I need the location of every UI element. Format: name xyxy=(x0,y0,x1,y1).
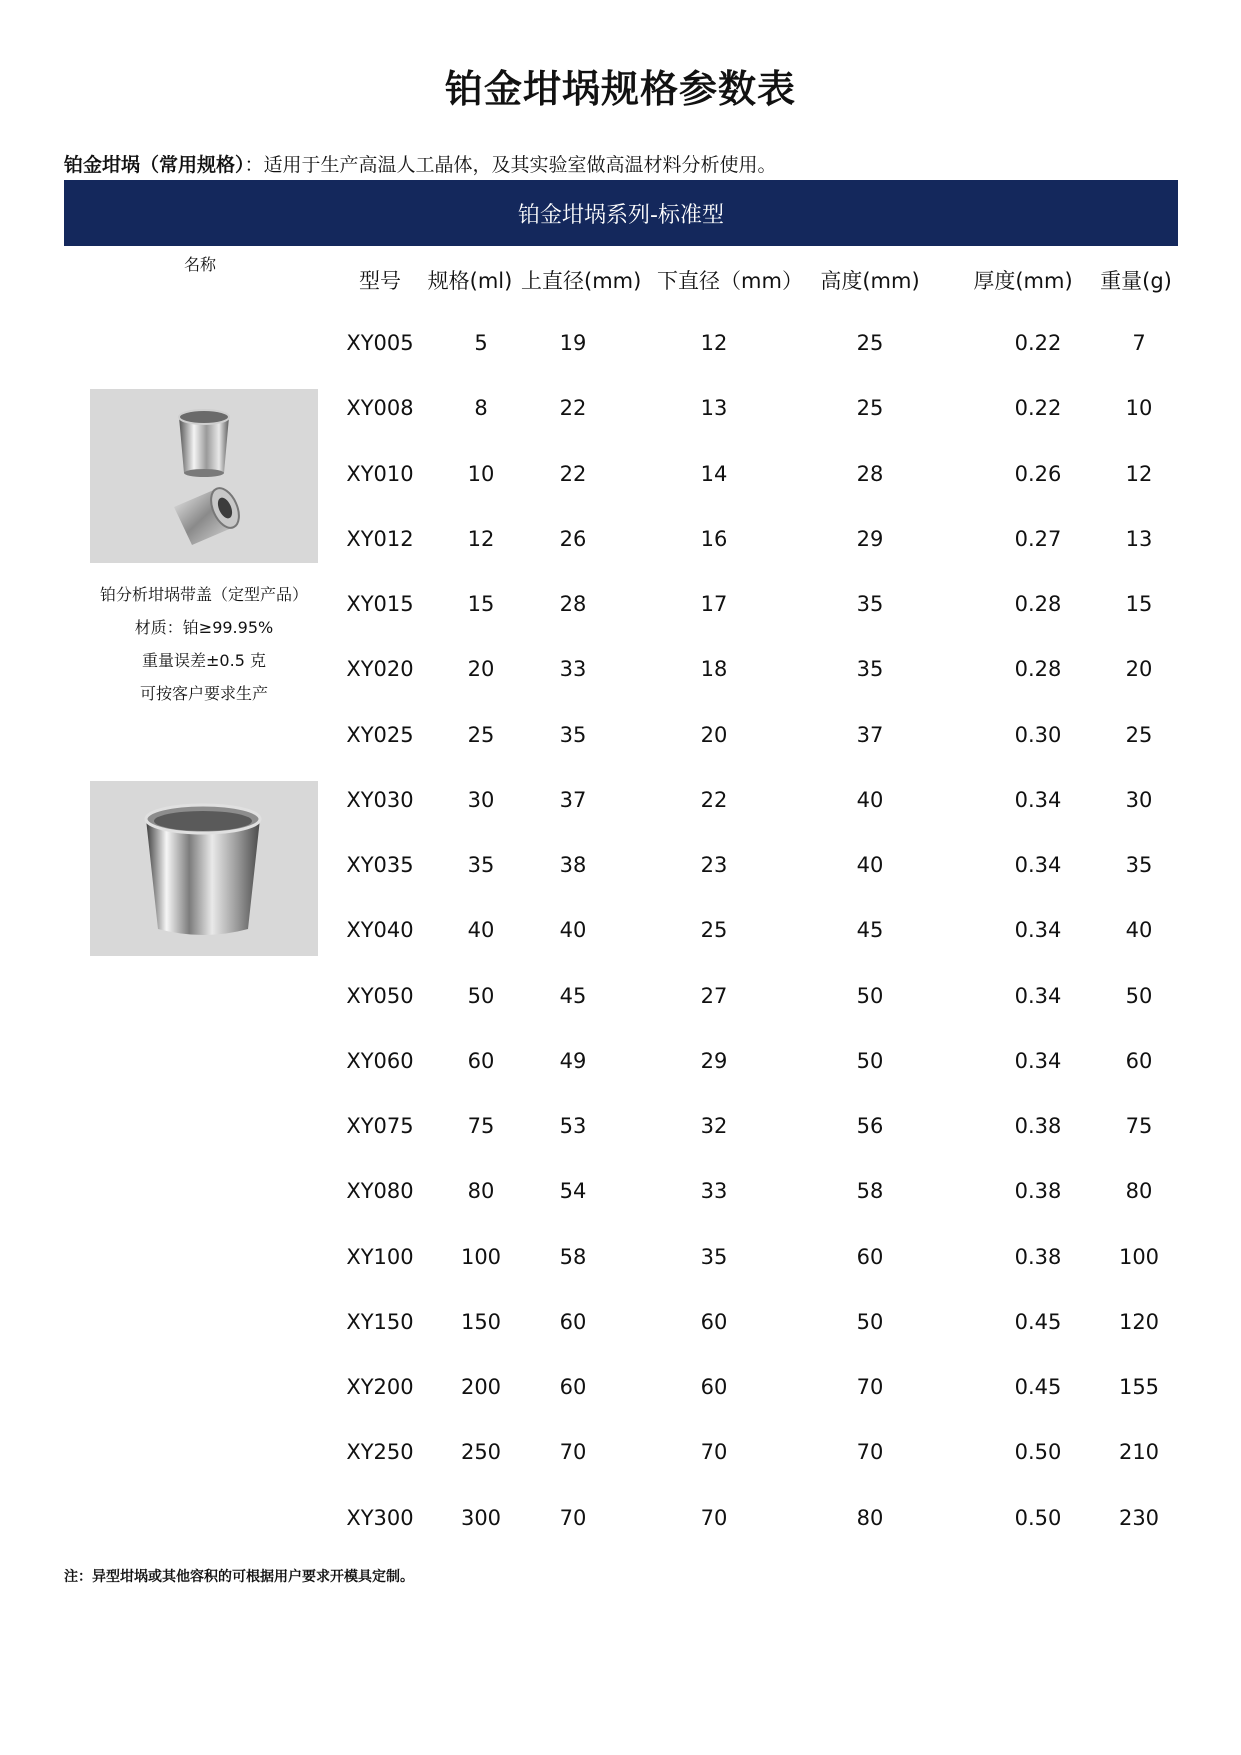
cell-model: XY025 xyxy=(346,723,414,747)
cell-model: XY075 xyxy=(346,1114,414,1138)
cell-weight: 40 xyxy=(1125,918,1153,942)
table-row xyxy=(0,845,1241,885)
cell-height: 50 xyxy=(856,1310,884,1334)
cell-bottom-diameter: 14 xyxy=(700,462,728,486)
cell-model: XY015 xyxy=(346,592,414,616)
page-title: 铂金坩埚规格参数表 xyxy=(444,67,796,111)
cell-model: XY012 xyxy=(346,527,414,551)
cell-bottom-diameter: 32 xyxy=(700,1114,728,1138)
cell-weight: 7 xyxy=(1132,331,1146,355)
cell-height: 70 xyxy=(856,1440,884,1464)
header-model: 型号 xyxy=(359,269,401,293)
table-row xyxy=(0,454,1241,494)
cell-weight: 35 xyxy=(1125,853,1153,877)
cell-height: 29 xyxy=(856,527,884,551)
cell-height: 70 xyxy=(856,1375,884,1399)
cell-bottom-diameter: 27 xyxy=(700,984,728,1008)
cell-height: 35 xyxy=(856,657,884,681)
cell-capacity: 10 xyxy=(467,462,495,486)
cell-model: XY060 xyxy=(346,1049,414,1073)
cell-model: XY005 xyxy=(346,331,414,355)
cell-thickness: 0.22 xyxy=(1014,396,1062,420)
cell-thickness: 0.45 xyxy=(1014,1375,1062,1399)
table-row xyxy=(0,1367,1241,1407)
cell-bottom-diameter: 23 xyxy=(700,853,728,877)
cell-thickness: 0.38 xyxy=(1014,1179,1062,1203)
cell-bottom-diameter: 29 xyxy=(700,1049,728,1073)
cell-thickness: 0.45 xyxy=(1014,1310,1062,1334)
cell-thickness: 0.28 xyxy=(1014,657,1062,681)
table-row xyxy=(0,1498,1241,1538)
note-line: 可按客户要求生产 xyxy=(139,684,268,703)
cell-model: XY050 xyxy=(346,984,414,1008)
cell-height: 40 xyxy=(856,788,884,812)
cell-weight: 120 xyxy=(1118,1310,1160,1334)
cell-height: 40 xyxy=(856,853,884,877)
cell-weight: 15 xyxy=(1125,592,1153,616)
cell-model: XY300 xyxy=(346,1506,414,1530)
cell-top-diameter: 70 xyxy=(559,1440,587,1464)
table-row xyxy=(0,1237,1241,1277)
cell-thickness: 0.30 xyxy=(1014,723,1062,747)
cell-capacity: 8 xyxy=(474,396,488,420)
table-row xyxy=(0,1041,1241,1081)
header-bottom-diameter: 下直径（mm） xyxy=(657,269,803,293)
cell-weight: 12 xyxy=(1125,462,1153,486)
cell-bottom-diameter: 25 xyxy=(700,918,728,942)
cell-weight: 13 xyxy=(1125,527,1153,551)
cell-bottom-diameter: 70 xyxy=(700,1506,728,1530)
cell-weight: 230 xyxy=(1118,1506,1160,1530)
cell-capacity: 40 xyxy=(467,918,495,942)
cell-height: 37 xyxy=(856,723,884,747)
cell-top-diameter: 38 xyxy=(559,853,587,877)
table-row xyxy=(0,1106,1241,1146)
cell-top-diameter: 35 xyxy=(559,723,587,747)
cell-capacity: 35 xyxy=(467,853,495,877)
cell-capacity: 25 xyxy=(467,723,495,747)
cell-top-diameter: 28 xyxy=(559,592,587,616)
cell-thickness: 0.26 xyxy=(1014,462,1062,486)
cell-thickness: 0.34 xyxy=(1014,853,1062,877)
table-row xyxy=(0,1302,1241,1342)
cell-model: XY250 xyxy=(346,1440,414,1464)
cell-capacity: 5 xyxy=(474,331,488,355)
series-header-band xyxy=(64,180,1178,246)
cell-top-diameter: 26 xyxy=(559,527,587,551)
note-line: 材质：铂≥99.95% xyxy=(134,618,274,637)
cell-weight: 20 xyxy=(1125,657,1153,681)
cell-top-diameter: 54 xyxy=(559,1179,587,1203)
cell-capacity: 50 xyxy=(467,984,495,1008)
table-row xyxy=(0,910,1241,950)
cell-thickness: 0.38 xyxy=(1014,1245,1062,1269)
series-title: 铂金坩埚系列-标准型 xyxy=(518,202,724,228)
cell-height: 58 xyxy=(856,1179,884,1203)
cell-bottom-diameter: 17 xyxy=(700,592,728,616)
cell-bottom-diameter: 35 xyxy=(700,1245,728,1269)
cell-model: XY150 xyxy=(346,1310,414,1334)
header-capacity: 规格(ml) xyxy=(427,269,513,293)
table-row xyxy=(0,323,1241,363)
header-top-diameter: 上直径(mm) xyxy=(521,269,642,293)
cell-top-diameter: 58 xyxy=(559,1245,587,1269)
table-row xyxy=(0,1171,1241,1211)
cell-thickness: 0.50 xyxy=(1014,1506,1062,1530)
cell-bottom-diameter: 70 xyxy=(700,1440,728,1464)
cell-height: 25 xyxy=(856,396,884,420)
cell-thickness: 0.34 xyxy=(1014,984,1062,1008)
cell-bottom-diameter: 13 xyxy=(700,396,728,420)
name-column-label: 名称 xyxy=(183,255,216,274)
cell-height: 28 xyxy=(856,462,884,486)
cell-weight: 25 xyxy=(1125,723,1153,747)
cell-model: XY030 xyxy=(346,788,414,812)
cell-top-diameter: 33 xyxy=(559,657,587,681)
cell-model: XY035 xyxy=(346,853,414,877)
cell-height: 35 xyxy=(856,592,884,616)
cell-bottom-diameter: 12 xyxy=(700,331,728,355)
cell-thickness: 0.28 xyxy=(1014,592,1062,616)
footnote: 注：异型坩埚或其他容积的可根据用户要求开模具定制。 xyxy=(64,1569,414,1585)
cell-capacity: 100 xyxy=(460,1245,502,1269)
cell-capacity: 60 xyxy=(467,1049,495,1073)
cell-thickness: 0.34 xyxy=(1014,1049,1062,1073)
cell-top-diameter: 19 xyxy=(559,331,587,355)
cell-height: 50 xyxy=(856,1049,884,1073)
cell-model: XY200 xyxy=(346,1375,414,1399)
cell-bottom-diameter: 60 xyxy=(700,1375,728,1399)
cell-thickness: 0.34 xyxy=(1014,788,1062,812)
table-row xyxy=(0,715,1241,755)
cell-capacity: 200 xyxy=(460,1375,502,1399)
cell-model: XY040 xyxy=(346,918,414,942)
cell-height: 80 xyxy=(856,1506,884,1530)
header-height: 高度(mm) xyxy=(820,269,920,293)
cell-weight: 60 xyxy=(1125,1049,1153,1073)
cell-thickness: 0.50 xyxy=(1014,1440,1062,1464)
cell-model: XY080 xyxy=(346,1179,414,1203)
cell-top-diameter: 40 xyxy=(559,918,587,942)
cell-height: 56 xyxy=(856,1114,884,1138)
cell-top-diameter: 70 xyxy=(559,1506,587,1530)
cell-model: XY020 xyxy=(346,657,414,681)
cell-model: XY008 xyxy=(346,396,414,420)
cell-capacity: 250 xyxy=(460,1440,502,1464)
cell-top-diameter: 53 xyxy=(559,1114,587,1138)
cell-thickness: 0.27 xyxy=(1014,527,1062,551)
table-row xyxy=(0,976,1241,1016)
intro-text xyxy=(64,150,777,177)
cell-capacity: 75 xyxy=(467,1114,495,1138)
cell-model: XY100 xyxy=(346,1245,414,1269)
cell-weight: 10 xyxy=(1125,396,1153,420)
cell-weight: 210 xyxy=(1118,1440,1160,1464)
cell-bottom-diameter: 20 xyxy=(700,723,728,747)
table-row xyxy=(0,584,1241,624)
cell-model: XY010 xyxy=(346,462,414,486)
cell-height: 50 xyxy=(856,984,884,1008)
cell-capacity: 80 xyxy=(467,1179,495,1203)
cell-top-diameter: 49 xyxy=(559,1049,587,1073)
intro-bold: 铂金坩埚（常用规格） xyxy=(64,154,245,176)
cell-top-diameter: 22 xyxy=(559,396,587,420)
cell-top-diameter: 37 xyxy=(559,788,587,812)
cell-weight: 100 xyxy=(1118,1245,1160,1269)
cell-capacity: 30 xyxy=(467,788,495,812)
cell-top-diameter: 45 xyxy=(559,984,587,1008)
cell-thickness: 0.38 xyxy=(1014,1114,1062,1138)
cell-top-diameter: 60 xyxy=(559,1375,587,1399)
cell-bottom-diameter: 33 xyxy=(700,1179,728,1203)
cell-capacity: 12 xyxy=(467,527,495,551)
intro-desc: ：适用于生产高温人工晶体，及其实验室做高温材料分析使用。 xyxy=(244,154,777,176)
cell-thickness: 0.34 xyxy=(1014,918,1062,942)
cell-top-diameter: 60 xyxy=(559,1310,587,1334)
cell-weight: 50 xyxy=(1125,984,1153,1008)
cell-capacity: 150 xyxy=(460,1310,502,1334)
cell-height: 60 xyxy=(856,1245,884,1269)
cell-height: 25 xyxy=(856,331,884,355)
cell-capacity: 15 xyxy=(467,592,495,616)
header-thickness: 厚度(mm) xyxy=(973,269,1073,293)
cell-bottom-diameter: 60 xyxy=(700,1310,728,1334)
cell-weight: 30 xyxy=(1125,788,1153,812)
table-row xyxy=(0,388,1241,428)
cell-bottom-diameter: 22 xyxy=(700,788,728,812)
cell-weight: 155 xyxy=(1118,1375,1160,1399)
header-weight: 重量(g) xyxy=(1100,269,1172,293)
cell-weight: 80 xyxy=(1125,1179,1153,1203)
cell-capacity: 300 xyxy=(460,1506,502,1530)
table-row xyxy=(0,519,1241,559)
note-line: 重量误差±0.5 克 xyxy=(142,651,266,670)
cell-height: 45 xyxy=(856,918,884,942)
note-line: 铂分析坩埚带盖（定型产品） xyxy=(99,585,308,604)
table-row xyxy=(0,649,1241,689)
cell-weight: 75 xyxy=(1125,1114,1153,1138)
cell-bottom-diameter: 16 xyxy=(700,527,728,551)
cell-top-diameter: 22 xyxy=(559,462,587,486)
table-row xyxy=(0,780,1241,820)
table-row xyxy=(0,1432,1241,1472)
cell-thickness: 0.22 xyxy=(1014,331,1062,355)
cell-bottom-diameter: 18 xyxy=(700,657,728,681)
cell-capacity: 20 xyxy=(467,657,495,681)
